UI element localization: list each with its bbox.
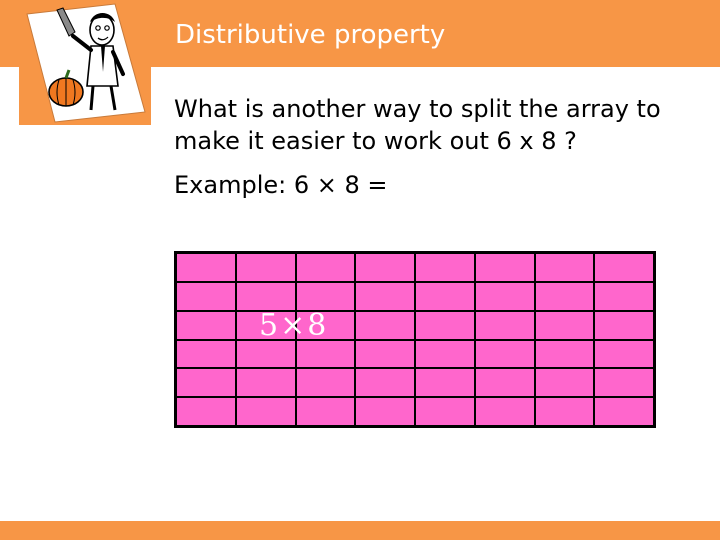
array-cell (535, 311, 595, 340)
example-text: Example: 6 × 8 = (174, 171, 388, 199)
array-cell (594, 340, 654, 369)
array-cell (236, 368, 296, 397)
array-cell (296, 253, 356, 282)
array-cell (535, 253, 595, 282)
array-cell (594, 311, 654, 340)
array-cell (355, 311, 415, 340)
logo-panel (19, 0, 151, 125)
array-cell (415, 282, 475, 311)
array-cell (355, 253, 415, 282)
bottom-bar (0, 521, 720, 540)
array-cell (535, 368, 595, 397)
array-cell (355, 282, 415, 311)
array-cell (415, 311, 475, 340)
array-cell (355, 397, 415, 426)
teacher-with-pumpkin-icon (19, 0, 151, 125)
array-cell (176, 368, 236, 397)
array-cell (535, 397, 595, 426)
array-cell (415, 397, 475, 426)
array-cell (475, 397, 535, 426)
array-cell (535, 282, 595, 311)
array-cell (176, 282, 236, 311)
array-cell (415, 340, 475, 369)
array-cell (475, 368, 535, 397)
array-cell (296, 368, 356, 397)
array-cell (176, 253, 236, 282)
array-cell (475, 282, 535, 311)
array-grid (174, 251, 656, 428)
array-cell (176, 311, 236, 340)
array-cell (475, 311, 535, 340)
array-cell (594, 253, 654, 282)
array-cell (594, 368, 654, 397)
array-cell (236, 397, 296, 426)
question-text: What is another way to split the array to make it easier to work out 6 x 8 ? (174, 95, 661, 155)
array-cell (296, 397, 356, 426)
array-cell (535, 340, 595, 369)
array-cell (594, 282, 654, 311)
array-split-label: 5×8 (259, 308, 329, 343)
array-cell (475, 340, 535, 369)
array-cell (355, 368, 415, 397)
array-cell (176, 397, 236, 426)
slide-title: Distributive property (175, 20, 446, 50)
array-cell (475, 253, 535, 282)
array-cell (594, 397, 654, 426)
array-cell (415, 368, 475, 397)
array-cell (236, 253, 296, 282)
array-cell (415, 253, 475, 282)
array-cell (355, 340, 415, 369)
array-cell (176, 340, 236, 369)
